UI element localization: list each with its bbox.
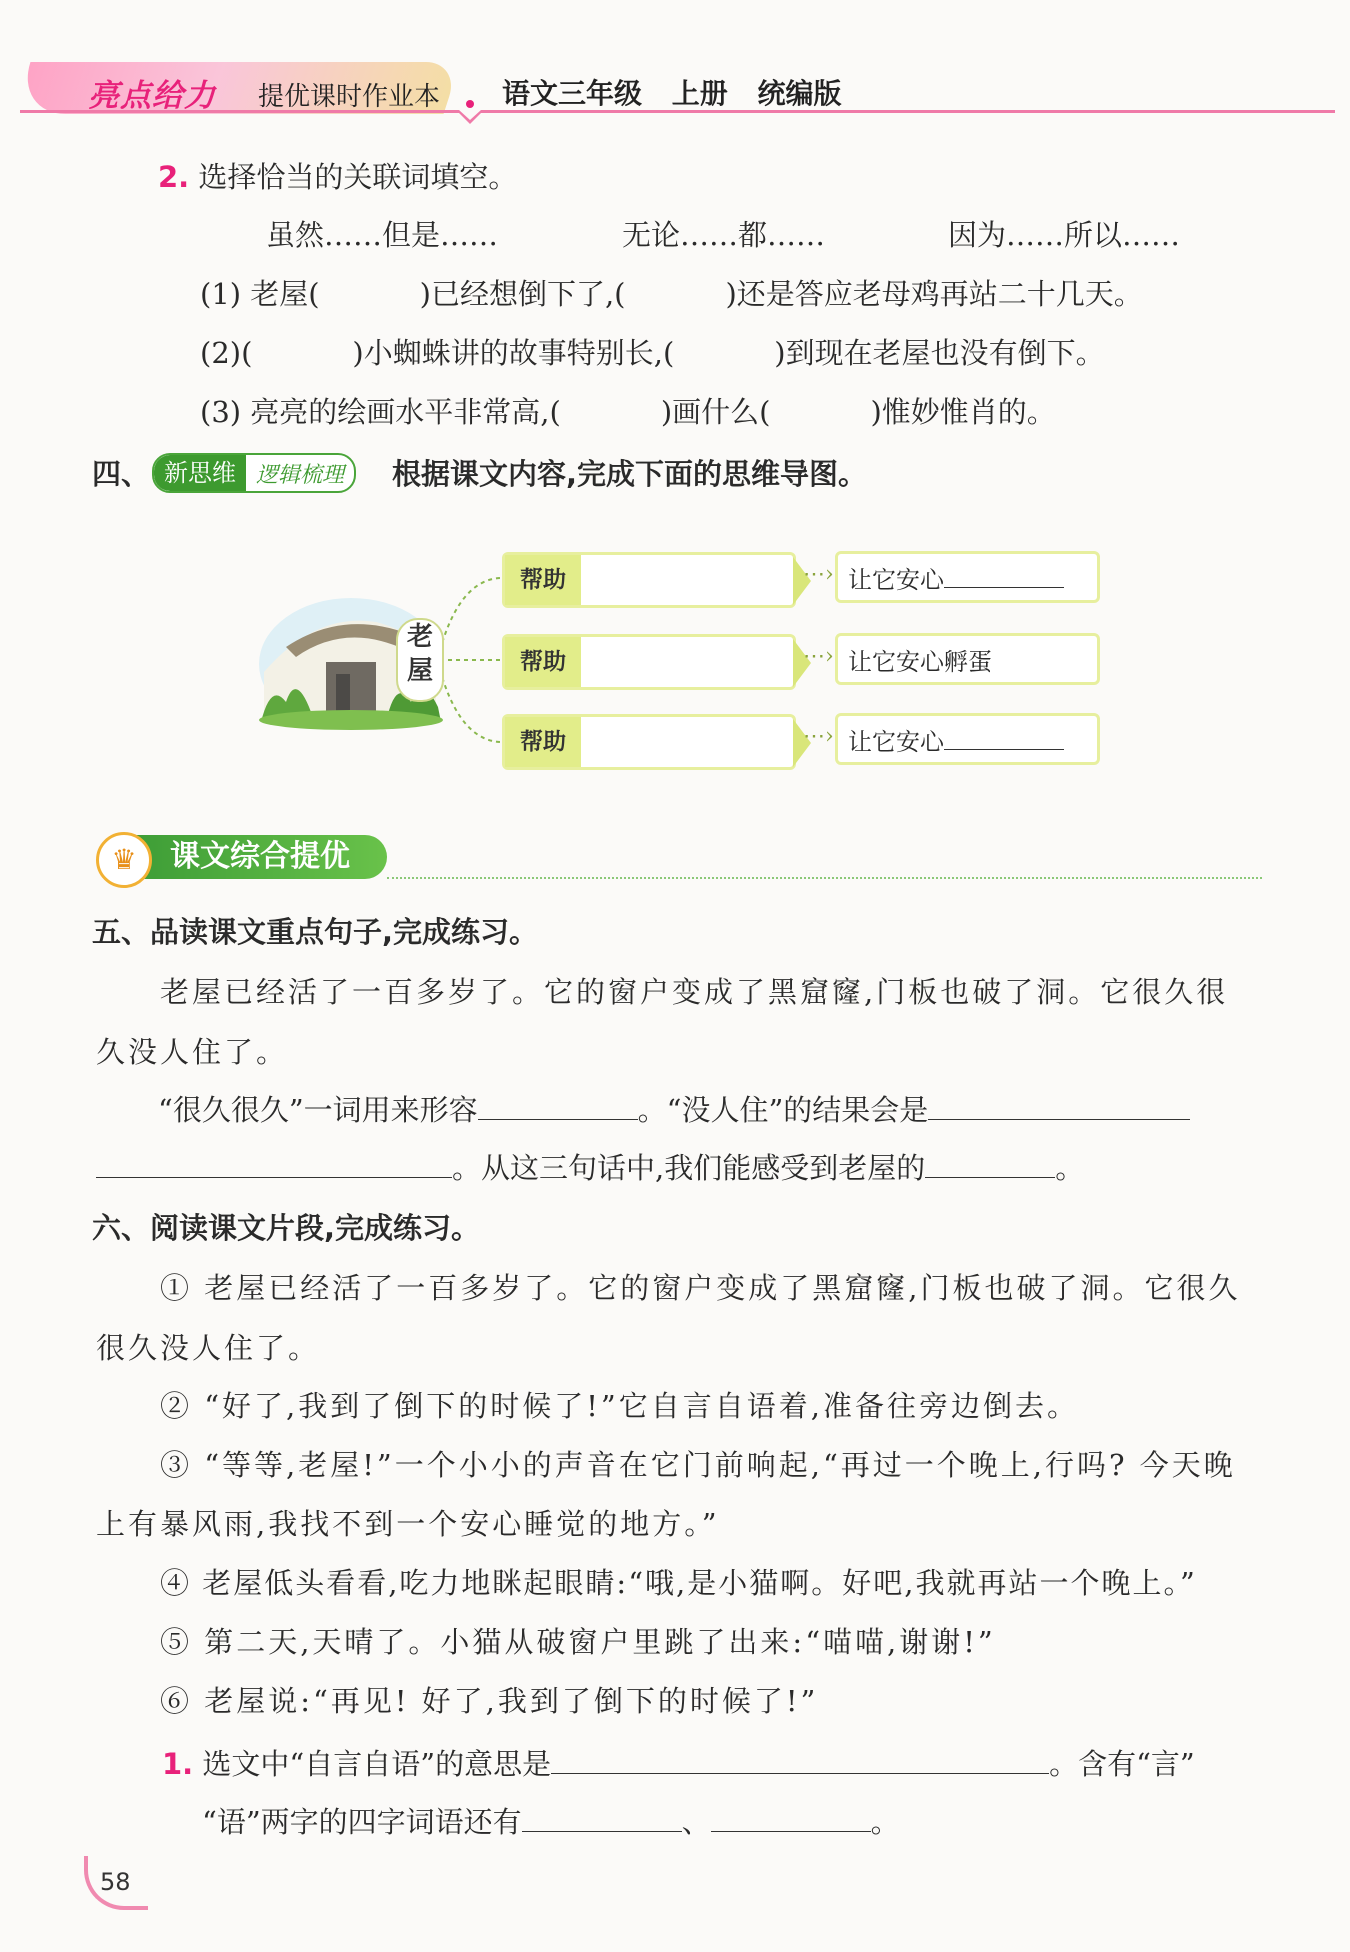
brand-logo: 亮点给力 [88,78,216,114]
sec5-passage: 老屋已经活了一百多岁了。它的窗户变成了黑窟窿,门板也破了洞。它很久很 [160,975,1229,1009]
mindmap-center: 老屋 [396,618,444,702]
arrow-icon: ⋯› [803,562,834,587]
sec6-para-2: ② “好了,我到了倒下的时候了!”它自言自语着,准备往旁边倒去。 [160,1389,1079,1423]
sec6-title: 六、阅读课文片段,完成练习。 [92,1211,481,1245]
banner-dotted-rule [387,877,1262,879]
q2-heading: 2. 选择恰当的关联词填空。 [158,160,518,194]
sec5-passage: 久没人住了。 [96,1035,289,1069]
sec6-q1: 1. 选文中“自言自语”的意思是 。含有“言” [162,1747,1195,1781]
mindmap-node-1: 帮助 [502,552,796,608]
q2-item-2: (2)( )小蜘蛛讲的故事特别长,( )到现在老屋也没有倒下。 [200,336,1105,370]
new-thinking-tag: 新思维 逻辑梳理 [152,453,356,493]
q2-option: 因为……所以…… [948,218,1181,252]
sec6-para-3: ③ “等等,老屋!”一个小小的声音在它门前响起,“再过一个晚上,行吗? 今天晚 [160,1448,1236,1482]
sec5-title: 五、品读课文重点句子,完成练习。 [92,915,539,949]
sec5-question: “很久很久”一词用来形容 。“没人住”的结果会是 [158,1088,1190,1129]
q2-option: 虽然……但是…… [266,218,499,252]
sec6-para-1: 很久没人住了。 [96,1331,321,1365]
mindmap-node-3: 帮助 [502,714,796,770]
q2-option: 无论……都…… [622,218,826,252]
header-dot [466,100,474,108]
mindmap-result-2: 让它安心孵蛋 [835,633,1100,685]
sec6-para-6: ⑥ 老屋说:“再见! 好了,我到了倒下的时候了!” [160,1684,819,1718]
trophy-icon: ♛ [96,832,152,888]
mindmap-result-1: 让它安心 [835,551,1100,603]
arrow-icon: ⋯› [803,644,834,669]
section-banner: 课文综合提优 [112,835,387,879]
book-info: 语文三年级 上册 统编版 [502,77,842,110]
q2-item-1: (1) 老屋( )已经想倒下了,( )还是答应老母鸡再站二十几天。 [200,277,1143,311]
arrow-icon: ⋯› [803,724,834,749]
sec4-instruction: 根据课文内容,完成下面的思维导图。 [392,457,868,491]
sec6-q1-cont: “语”两字的四字词语还有 、 。 [202,1805,900,1839]
sec4-number: 四、 [92,457,151,491]
sec6-para-1: ① 老屋已经活了一百多岁了。它的窗户变成了黑窟窿,门板也破了洞。它很久 [160,1271,1241,1305]
book-subtitle: 提优课时作业本 [258,82,441,112]
sec5-question-cont: 。从这三句话中,我们能感受到老屋的 。 [96,1146,1084,1187]
page-number: 58 [100,1868,131,1896]
sec6-para-4: ④ 老屋低头看看,吃力地眯起眼睛:“哦,是小猫啊。好吧,我就再站一个晚上。” [160,1566,1197,1600]
sec6-para-5: ⑤ 第二天,天晴了。小猫从破窗户里跳了出来:“喵喵,谢谢!” [160,1625,996,1659]
mindmap-result-3: 让它安心 [835,713,1100,765]
q2-item-3: (3) 亮亮的绘画水平非常高,( )画什么( )惟妙惟肖的。 [200,395,1056,429]
sec6-para-3: 上有暴风雨,我找不到一个安心睡觉的地方。” [96,1507,720,1541]
mindmap-node-2: 帮助 [502,634,796,690]
